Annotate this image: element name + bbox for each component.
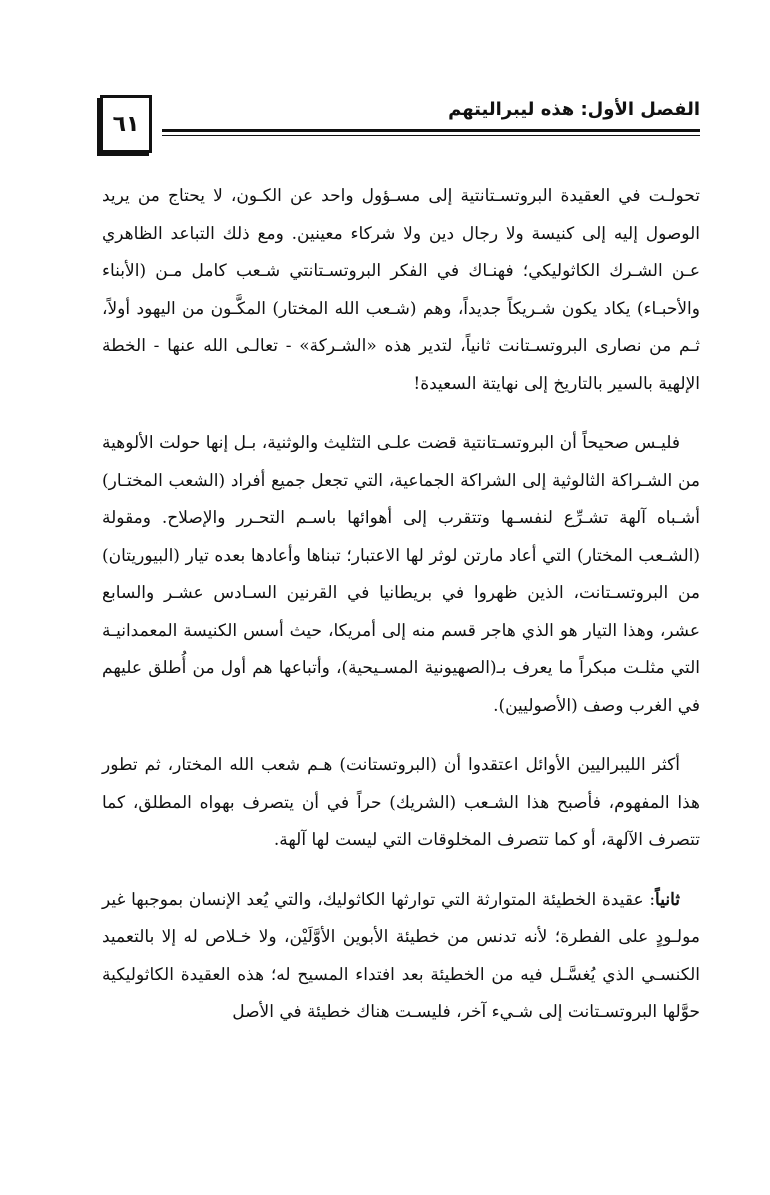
paragraph-text: أكثر الليبراليين الأوائل اعتقدوا أن (البروتستانت) هـم شعب الله المختار، ثم تطور هذا المفهوم، فأصبح هذا الشـعب (الشريك) حراً في أن يتصرف بهواه المطلق، كما تتصرف الآلهة، أو كما تتصرف المخلوقات التي ليست لها آلهة. xyxy=(102,755,700,850)
paragraph xyxy=(102,747,700,860)
header-rule-thin xyxy=(162,135,700,136)
paragraph-text: : عقيدة الخطيئة المتوارثة التي توارثها الكاثوليك، والتي يُعد الإنسان بموجبها غير مولـودٍ على الفطرة؛ لأنه تدنس من خطيئة الأبوين الأوَّلَيْن، ولا خـلاص له إلا بالتعميد الكنسـي الذي يُغسَّـل فيه من الخطيئة بعد افتداء المسيح له؛ هذه العقيدة الكاثوليكية حوَّلها البروتسـتانت إلى شـيء آخر، فليسـت هناك خطيئة في الأصل xyxy=(102,889,700,1022)
page-number: ٦١ xyxy=(100,95,152,153)
paragraph xyxy=(102,882,700,1032)
paragraph xyxy=(102,425,700,725)
paragraph-text: تحولـت في العقيدة البروتسـتانتية إلى مسـؤول واحد عن الكـون، لا يحتاج من يريد الوصول إليه إلى كنيسة ولا رجال دين ولا شركاء معينين. ومع ذلك التباعد الظاهري عـن الشـرك الكاثوليكي؛ فهنـاك في الفكر البروتسـتانتي شـعب كامل مـن (الأبناء والأحبـاء) يكاد يكون شـريكاً جديداً، وهم (شـعب الله المختار) المكَّـون من اليهود أولاً، ثـم من نصارى البروتسـتانت ثانياً، لتدير هذه «الشـركة» - تعالـى الله عنها - الخطة الإلهية بالسير بالتاريخ إلى نهايتة السعيدة! xyxy=(102,186,700,394)
header-rule-thick xyxy=(162,129,700,132)
paragraph xyxy=(102,178,700,403)
paragraph-lead-word: ثانياً xyxy=(655,889,680,910)
body-text xyxy=(102,178,700,1054)
chapter-title: الفصل الأول: هذه ليبراليتهم xyxy=(448,99,700,120)
paragraph-text: فليـس صحيحاً أن البروتسـتانتية قضت علـى التثليث والوثنية، بـل إنها حولت الألوهية من الشـراكة الثالوثية إلى الشراكة الجماعية، التي تجعل جميع أفراد (الشعب المختـار) أشـباه آلهة تشـرِّع لنفسـها وتتقرب إلى أهوائها باسـم التحـرر والإصلاح. ومقولة (الشـعب المختار) التي أعاد مارتن لوثر لها الاعتبار؛ تبناها وأعادها بعده تيار (البيوريتان) من البروتسـتانت، الذين ظهروا في بريطانيا في القرنين السـادس عشـر والسابع عشر، وهذا التيار هو الذي هاجر قسم منه إلى أمريكا، حيث أسس الكنيسة المعمدانيـة التي مثلـت مبكراً ما يعرف بـ(الصهيونية المسـيحية)، وأتباعها هم أول من أُطلق عليهم في الغرب وصف (الأصوليين). xyxy=(102,433,700,716)
page-header xyxy=(100,95,700,165)
